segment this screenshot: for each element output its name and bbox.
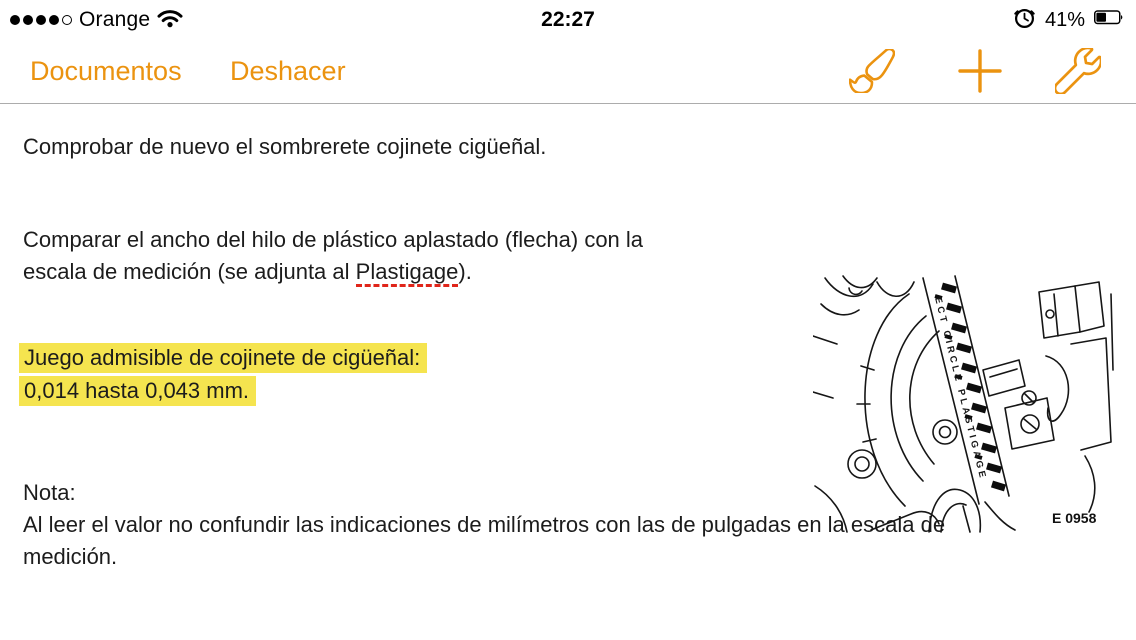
highlight-line-2: 0,014 hasta 0,043 mm. <box>19 375 256 407</box>
note-title: Nota: <box>23 480 76 505</box>
paragraph-compare-line1: Comparar el ancho del hilo de plástico aplastado (flecha) con la <box>23 227 644 252</box>
note-line1: Al leer el valor no confundir las indicaciones de milímetros con las de pulgadas en la escala de <box>23 512 946 537</box>
documents-button-label: Documentos <box>30 56 182 86</box>
cell-signal-icon <box>10 15 72 25</box>
paragraph-compare-width <box>23 224 643 288</box>
wrench-icon <box>1055 48 1101 97</box>
note-paragraph <box>23 477 945 573</box>
undo-button-label: Deshacer <box>230 56 346 86</box>
toolbar <box>0 40 1136 104</box>
documents-button[interactable] <box>30 40 182 103</box>
highlight-line-1: Juego admisible de cojinete de cigüeñal: <box>19 342 427 374</box>
document-page[interactable] <box>0 104 1136 640</box>
note-line2: medición. <box>23 544 118 569</box>
strip-brand-text: ECT CIRCLE PLASTIGAGE <box>932 296 989 482</box>
paintbrush-icon <box>849 49 895 96</box>
status-bar <box>0 0 1136 40</box>
figure-crankshaft-plastigage <box>813 274 1115 534</box>
paragraph-compare-line2-before: escala de medición (se adjunta al <box>23 259 356 284</box>
highlighted-spec-block <box>19 342 427 408</box>
add-button[interactable] <box>954 49 1006 95</box>
battery-icon <box>1094 10 1124 30</box>
plus-icon <box>957 48 1003 97</box>
undo-button[interactable] <box>230 40 346 103</box>
figure-reference-label: E 0958 <box>1052 510 1097 526</box>
carrier-label: Orange <box>79 8 151 31</box>
misspelled-word-plastigage: Plastigage <box>356 259 459 287</box>
tools-button[interactable] <box>1052 49 1104 95</box>
annotate-button[interactable] <box>846 49 898 95</box>
paragraph-check-bearing-cap: Comprobar de nuevo el sombrerete cojinete cigüeñal. <box>23 134 547 159</box>
clock-time: 22:27 <box>541 8 595 31</box>
alarm-clock-icon <box>1013 6 1036 34</box>
battery-percent-label: 41% <box>1044 8 1085 31</box>
paragraph-compare-line2-after: ). <box>458 259 472 284</box>
wifi-icon <box>157 8 183 33</box>
